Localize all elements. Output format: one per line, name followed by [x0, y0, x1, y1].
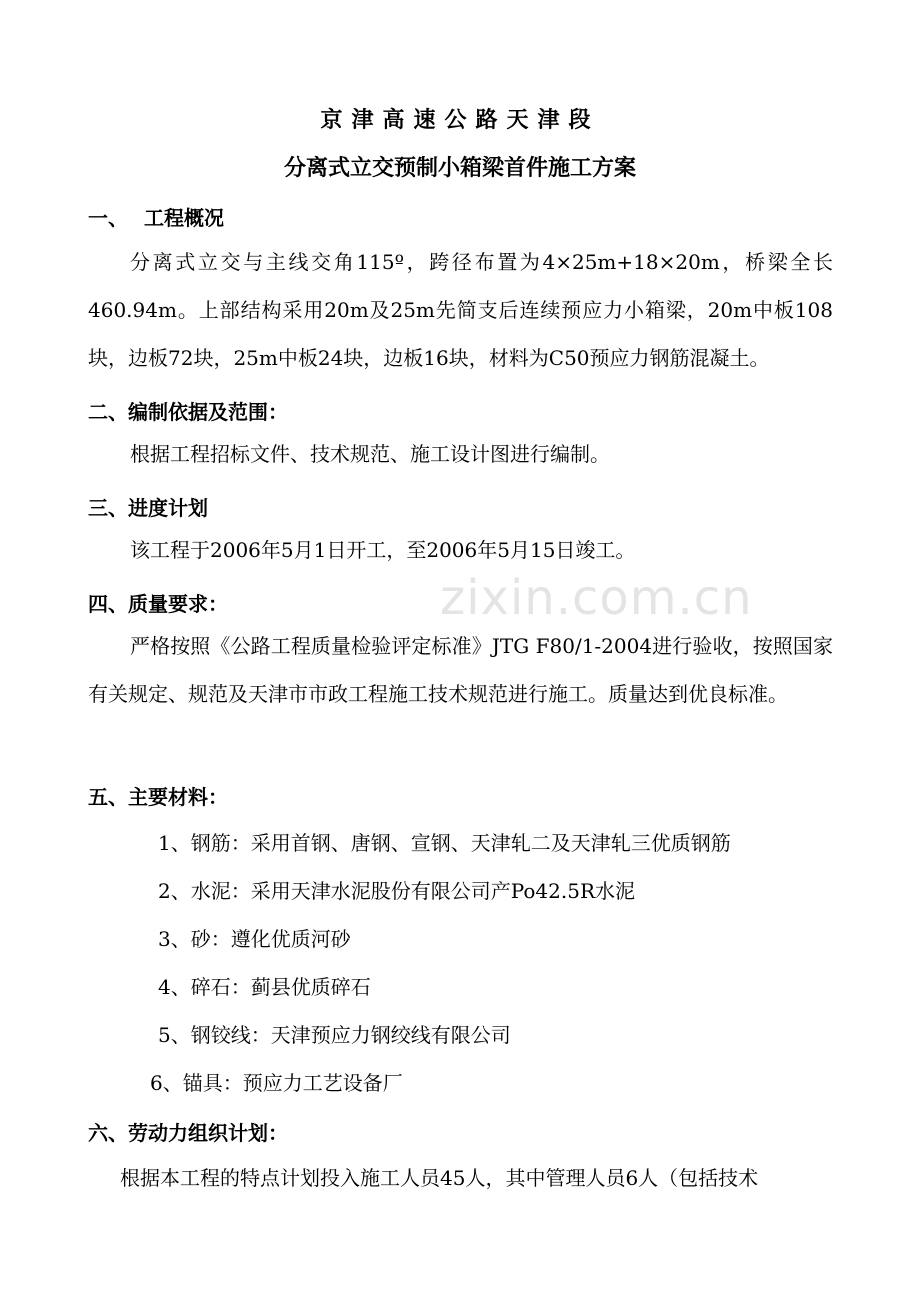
document-title: 京津高速公路天津段	[320, 107, 600, 133]
section-title: 工程概况	[144, 206, 224, 230]
section-number: 一、	[88, 206, 128, 230]
list-item: 4、碎石：蓟县优质碎石	[158, 975, 371, 999]
watermark: zixin.com.cn	[440, 570, 753, 626]
section-heading-basis: 二、编制依据及范围：	[88, 400, 288, 424]
list-item: 1、钢筋：采用首钢、唐钢、宣钢、天津轧二及天津轧三优质钢筋	[158, 831, 731, 855]
list-item: 3、砂：遵化优质河砂	[158, 927, 351, 951]
list-item: 5、钢铰线：天津预应力钢绞线有限公司	[158, 1023, 511, 1047]
quality-paragraph: 严格按照《公路工程质量检验评定标准》JTG F80/1-2004进行验收，按照国家有关规定、规范及天津市市政工程施工技术规范进行施工。质量达到优良标准。	[88, 634, 833, 706]
overview-paragraph: 分离式立交与主线交角115º，跨径布置为4×25m+18×20m，桥梁全长460.94m。上部结构采用20m及25m先简支后连续预应力小箱梁，20m中板108块，边板72块，25m中板24块，边板16块，材料为C50预应力钢筋混凝土。	[88, 250, 833, 370]
section-heading-labor: 六、劳动力组织计划：	[88, 1121, 288, 1145]
document-subtitle: 分离式立交预制小箱梁首件施工方案	[283, 155, 636, 181]
section-heading-quality: 四、质量要求：	[88, 592, 228, 616]
section-heading-overview	[88, 202, 224, 231]
list-item: 6、锚具：预应力工艺设备厂	[150, 1071, 403, 1095]
section-heading-materials: 五、主要材料：	[88, 785, 228, 809]
basis-paragraph: 根据工程招标文件、技术规范、施工设计图进行编制。	[130, 442, 610, 466]
schedule-paragraph: 该工程于2006年5月1日开工，至2006年5月15日竣工。	[130, 538, 636, 562]
labor-paragraph: 根据本工程的特点计划投入施工人员45人，其中管理人员6人（包括技术	[120, 1166, 759, 1190]
section-heading-schedule: 三、进度计划	[88, 496, 208, 520]
list-item: 2、水泥：采用天津水泥股份有限公司产Po42.5R水泥	[158, 879, 636, 903]
